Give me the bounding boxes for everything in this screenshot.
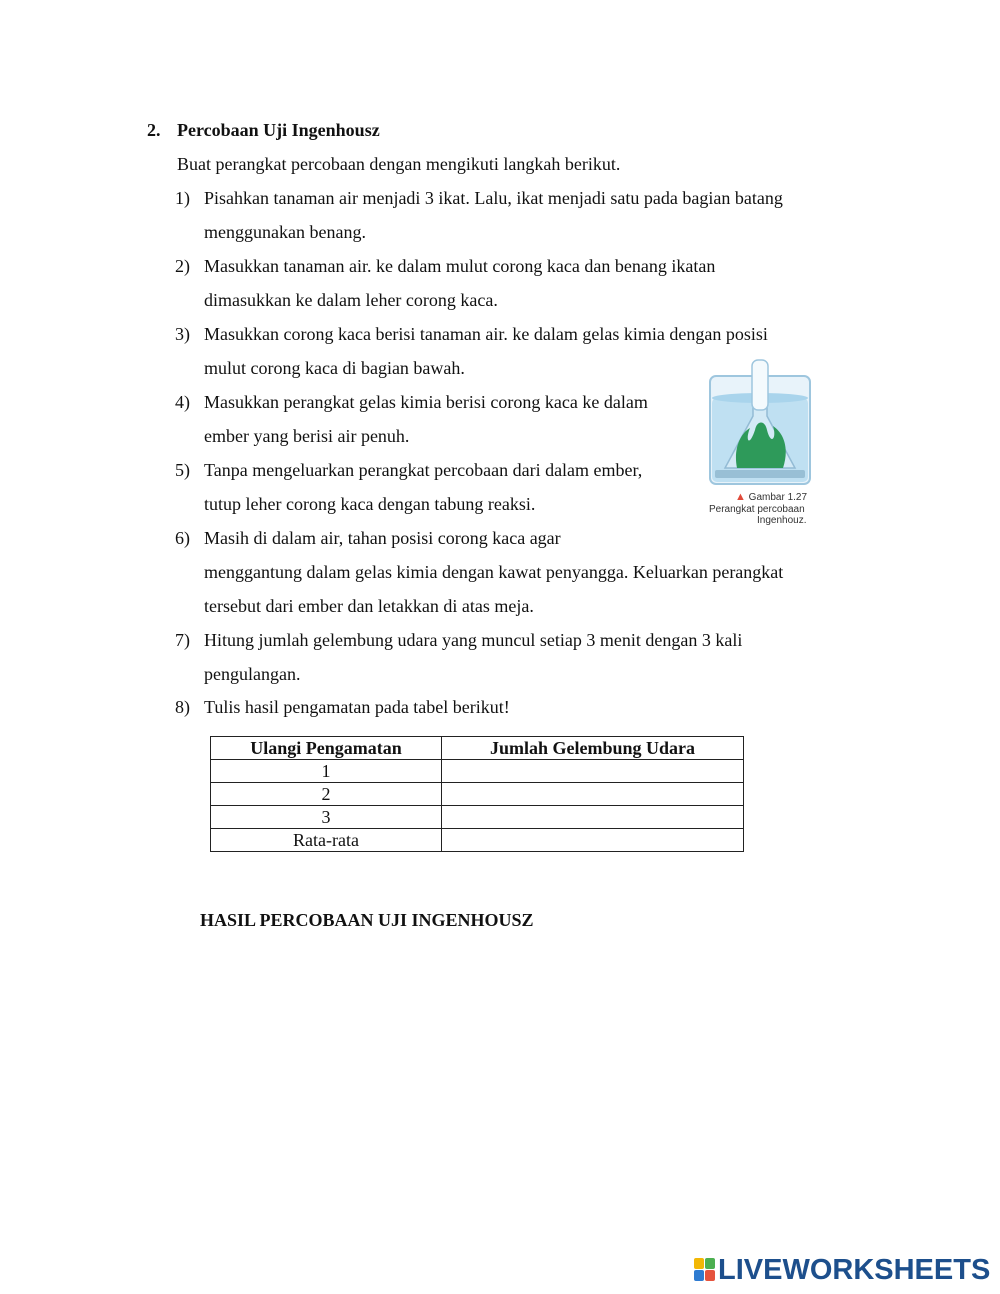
step-7-line-2: pengulangan. [204,664,301,684]
step-6-line-1: Masih di dalam air, tahan posisi corong kaca agar [204,528,561,548]
section-number: 2. [147,120,161,140]
step-5-line-1: Tanpa mengeluarkan perangkat percobaan dari dalam ember, [204,460,643,480]
table-row [211,783,744,806]
table-cell-input[interactable] [442,829,744,852]
figure-caption-title [735,492,807,503]
table-cell-label: 3 [211,806,442,829]
step-2-line-2: dimasukkan ke dalam leher corong kaca. [204,290,498,310]
step-6-number: 6) [175,528,190,548]
step-5-line-2: tutup leher corong kaca dengan tabung reaksi. [204,494,536,514]
step-7-number: 7) [175,630,190,650]
step-5-number: 5) [175,460,190,480]
table-row [211,760,744,783]
logo-text: LIVEWORKSHEETS [718,1253,991,1286]
step-3-number: 3) [175,324,190,344]
step-1-number: 1) [175,188,190,208]
observation-table [210,736,744,852]
stand-shape [715,470,805,478]
table-header-cell: Jumlah Gelembung Udara [442,737,744,760]
step-4-number: 4) [175,392,190,412]
figure-caption-line-1: Perangkat percobaan [709,504,805,515]
logo-mark-icon [694,1258,716,1282]
step-7-line-1: Hitung jumlah gelembung udara yang muncul setiap 3 menit dengan 3 kali [204,630,743,650]
step-8-line-1: Tulis hasil pengamatan pada tabel berikut! [204,697,510,717]
table-cell-input[interactable] [442,760,744,783]
section-title: Percobaan Uji Ingenhousz [177,120,380,140]
step-4-line-1: Masukkan perangkat gelas kimia berisi corong kaca ke dalam [204,392,648,412]
table-row [211,829,744,852]
table-cell-label: 2 [211,783,442,806]
figure-caption-line-2: Ingenhouz. [757,515,807,526]
ingenhousz-apparatus-figure [705,358,815,538]
step-6-line-2: menggantung dalam gelas kimia dengan kawat penyangga. Keluarkan perangkat [204,562,784,582]
step-3-line-1: Masukkan corong kaca berisi tanaman air. ke dalam gelas kimia dengan posisi [204,324,768,344]
test-tube-shape [752,360,768,410]
arrow-up-icon: ▲ [735,491,746,503]
caption-title-text: Gambar 1.27 [748,492,808,503]
step-1-line-2: menggunakan benang. [204,222,366,242]
table-header-row [211,737,744,760]
step-8-number: 8) [175,697,190,717]
liveworksheets-logo[interactable] [694,1254,990,1286]
step-1-line-1: Pisahkan tanaman air menjadi 3 ikat. Lalu, ikat menjadi satu pada bagian batang [204,188,783,208]
table-cell-label: Rata-rata [211,829,442,852]
step-2-line-1: Masukkan tanaman air. ke dalam mulut corong kaca dan benang ikatan [204,256,716,276]
step-4-line-2: ember yang berisi air penuh. [204,426,410,446]
table-cell-label: 1 [211,760,442,783]
step-2-number: 2) [175,256,190,276]
result-heading: HASIL PERCOBAAN UJI INGENHOUSZ [200,910,534,930]
table-cell-input[interactable] [442,783,744,806]
step-6-line-3: tersebut dari ember dan letakkan di atas meja. [204,596,534,616]
table-header-cell: Ulangi Pengamatan [211,737,442,760]
step-3-line-2: mulut corong kaca di bagian bawah. [204,358,465,378]
table-cell-input[interactable] [442,806,744,829]
table-row [211,806,744,829]
section-intro: Buat perangkat percobaan dengan mengikuti langkah berikut. [177,154,621,174]
beaker-illustration [705,358,815,488]
